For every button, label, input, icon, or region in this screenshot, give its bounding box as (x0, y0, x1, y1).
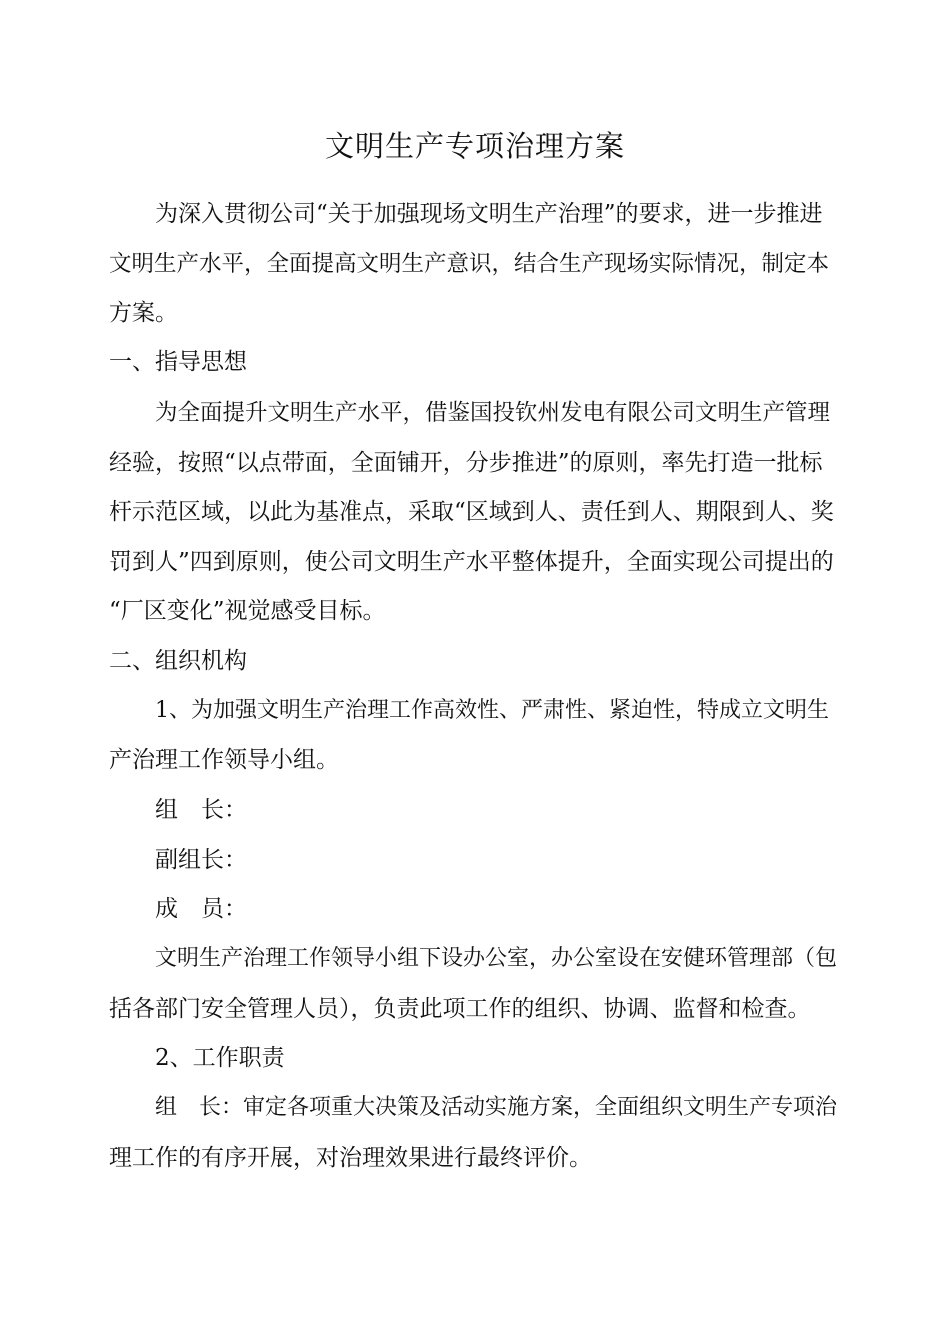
section1-line-1: 为全面提升文明生产水平，借鉴国投钦州发电有限公司文明生产管理 (155, 400, 831, 426)
section1-line-3: 杆示范区域，以此为基准点，采取“区域到人、责任到人、期限到人、奖 (109, 499, 834, 525)
office-line-1: 文明生产治理工作领导小组下设办公室，办公室设在安健环管理部（包 (155, 946, 838, 971)
office-line-2: 括各部门安全管理人员），负责此项工作的组织、协调、监督和检查。 (109, 996, 811, 1022)
duty-line-2: 理工作的有序开展，对治理效果进行最终评价。 (109, 1145, 592, 1171)
intro-line-2: 文明生产水平，全面提高文明生产意识，结合生产现场实际情况，制定本 (109, 251, 830, 277)
leader-label: 组 长： (155, 797, 247, 823)
duty-line-1: 组 长：审定各项重大决策及活动实施方案，全面组织文明生产专项治 (155, 1095, 838, 1120)
section1-line-4: 罚到人”四到原则，使公司文明生产水平整体提升，全面实现公司提出的 (109, 549, 834, 575)
members-label: 成 员： (155, 896, 247, 922)
section1-line-5: “厂区变化”视觉感受目标。 (109, 598, 386, 624)
deputy-leader-label: 副组长： (155, 847, 247, 873)
section2-item1-line-1: 1、为加强文明生产治理工作高效性、严肃性、紧迫性，特成立文明生 (155, 698, 829, 723)
intro-line-1: 为深入贯彻公司“关于加强现场文明生产治理”的要求，进一步推进 (155, 201, 823, 227)
section2-item1-line-2: 产治理工作领导小组。 (109, 747, 339, 773)
intro-line-3: 方案。 (109, 300, 178, 326)
section-heading-guiding-ideology: 一、指导思想 (109, 349, 247, 375)
section2-item2-heading: 2、工作职责 (155, 1045, 285, 1071)
section-heading-organization: 二、组织机构 (109, 648, 247, 674)
section1-line-2: 经验，按照“以点带面，全面铺开，分步推进”的原则，率先打造一批标 (109, 450, 823, 476)
document-title: 文明生产专项治理方案 (324, 129, 625, 163)
